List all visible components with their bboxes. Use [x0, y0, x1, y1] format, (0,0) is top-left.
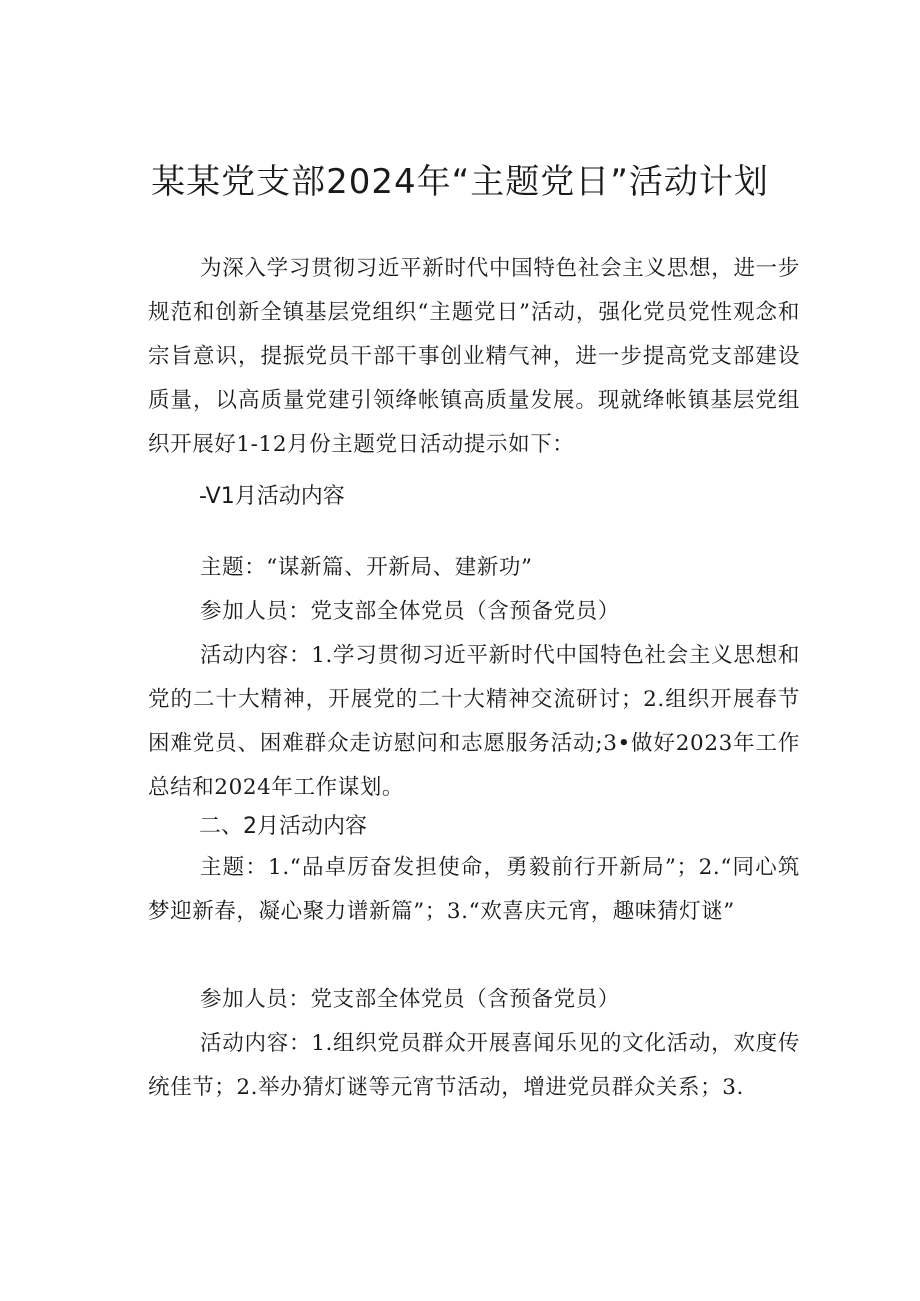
section-1-content: 活动内容：1.学习贯彻习近平新时代中国特色社会主义思想和党的二十大精神，开展党的二十大精神交流研讨；2.组织开展春节困难党员、困难群众走访慰问和志愿服务活动;3•做好2023年工作总结和2024年工作谋划。 [148, 643, 800, 800]
section-2-heading: 二、2月活动内容 [199, 814, 367, 839]
section-1-heading: -V1月活动内容 [199, 484, 345, 509]
section-2-content: 活动内容：1.组织党员群众开展喜闻乐见的文化活动，欢度传统佳节；2.举办猜灯谜等元宵节活动，增进党员群众关系；3. [148, 1031, 800, 1100]
document-title: 某某党支部2024年“主题党日”活动计划 [151, 162, 769, 202]
section-1-theme: 主题：“谋新篇、开新局、建新功” [200, 555, 533, 580]
section-2-theme: 主题：1.“品卓厉奋发担使命，勇毅前行开新局”；2.“同心筑梦迎新春，凝心聚力谱新篇”；3.“欢喜庆元宵，趣味猜灯谜” [148, 855, 800, 924]
section-2-participants: 参加人员：党支部全体党员（含预备党员） [200, 987, 620, 1012]
section-1-participants: 参加人员：党支部全体党员（含预备党员） [200, 599, 620, 624]
intro-paragraph: 为深入学习贯彻习近平新时代中国特色社会主义思想，进一步规范和创新全镇基层党组织“主题党日”活动，强化党员党性观念和宗旨意识，提振党员干部干事创业精气神，进一步提高党支部建设质量，以高质量党建引领绛帐镇高质量发展。现就绛帐镇基层党组织开展好1-12月份主题党日活动提示如下： [148, 256, 800, 457]
